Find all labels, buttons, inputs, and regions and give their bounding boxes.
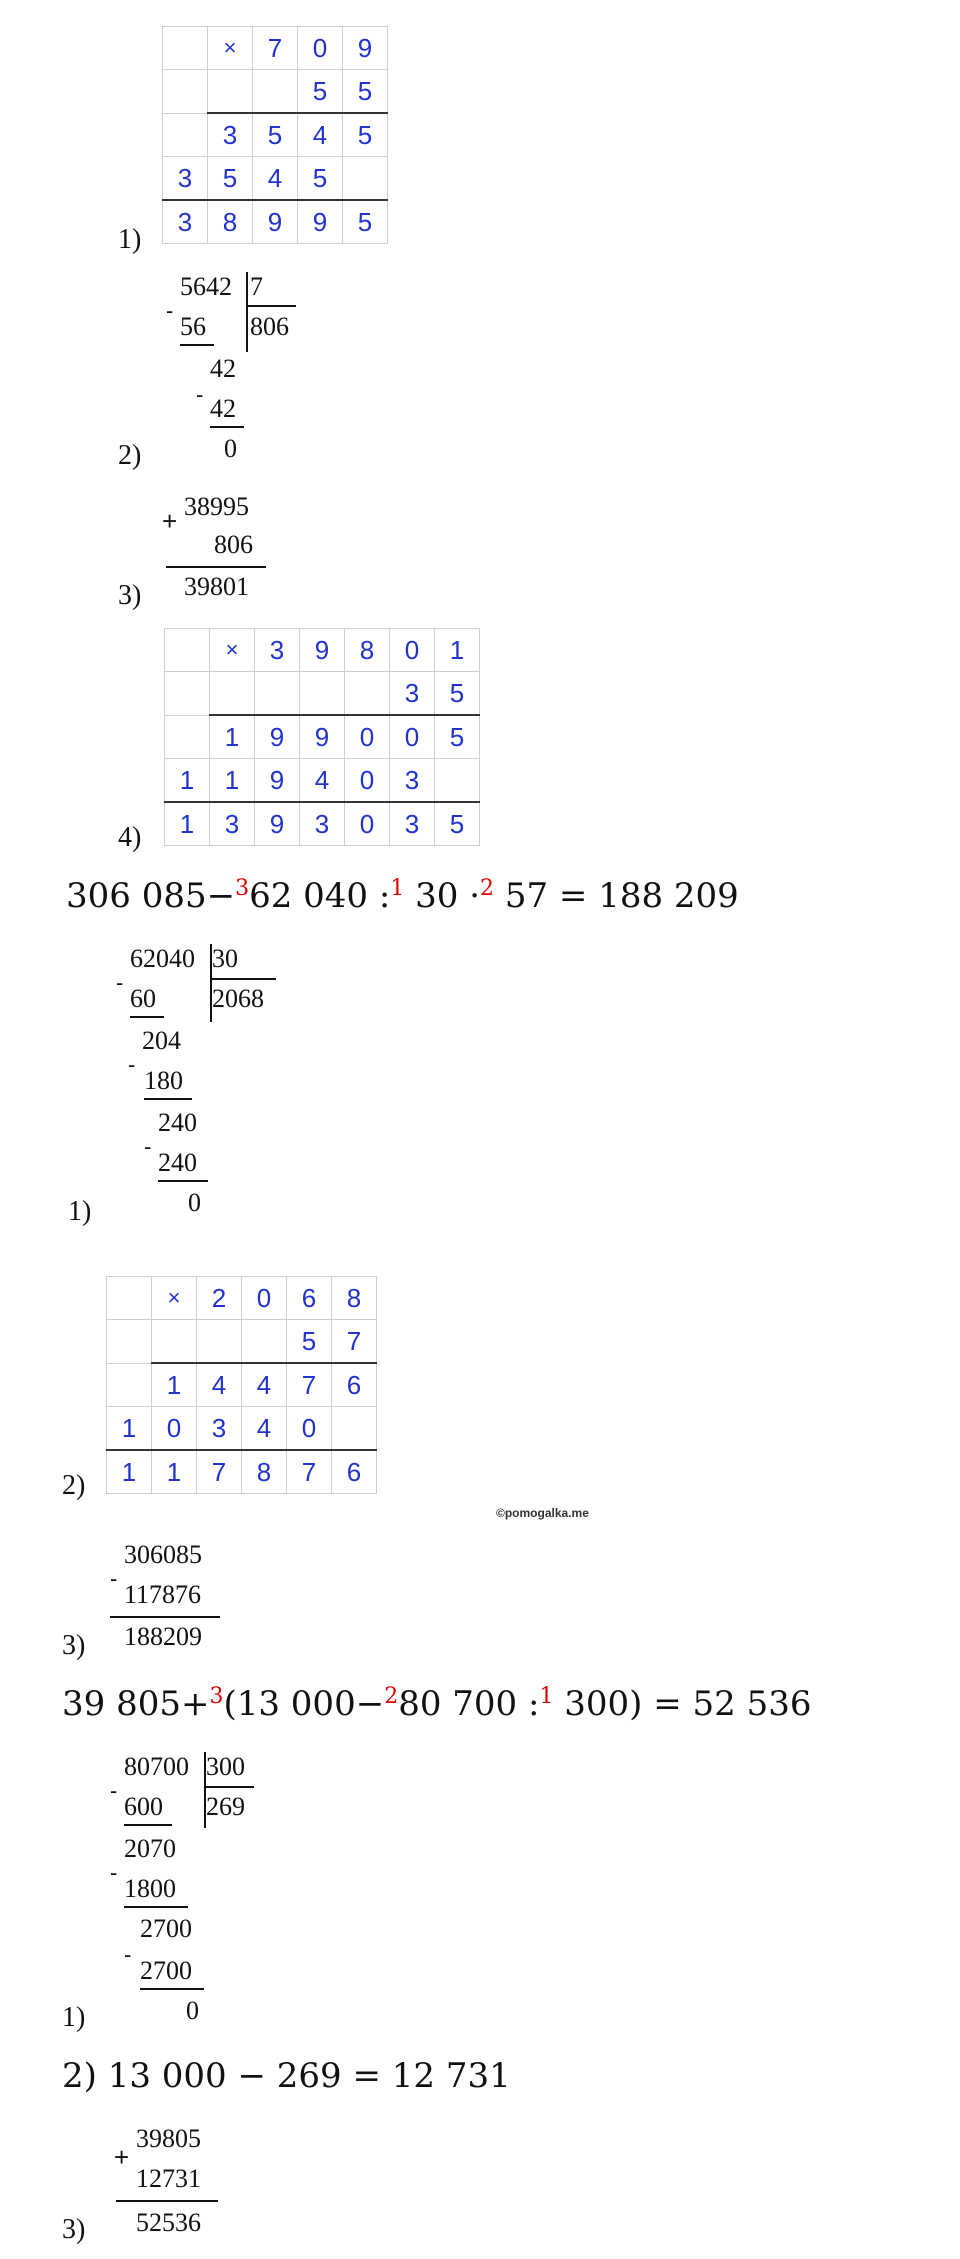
cell: 4 <box>242 1407 287 1451</box>
cell: 4 <box>253 157 298 201</box>
divisor: 300 <box>206 1752 245 1781</box>
addend: 12731 <box>136 2164 201 2193</box>
cell: 1 <box>152 1450 197 1494</box>
cell <box>163 113 208 157</box>
cell: 5 <box>253 113 298 157</box>
difference: 188209 <box>124 1622 202 1651</box>
sum: 39801 <box>184 572 249 601</box>
cell: 8 <box>332 1277 377 1320</box>
step-label: 4) <box>118 822 142 853</box>
division-remainder: 0 <box>224 434 237 463</box>
cell <box>255 672 300 716</box>
cell: 5 <box>298 70 343 114</box>
cell: 6 <box>332 1450 377 1494</box>
cell <box>163 70 208 114</box>
cell: 5 <box>208 157 253 201</box>
division-remainder: 0 <box>186 1996 199 2025</box>
cell: 0 <box>298 27 343 70</box>
cell <box>197 1320 242 1364</box>
cell: 3 <box>208 113 253 157</box>
dividend: 80700 <box>124 1752 189 1781</box>
cell: 3 <box>163 200 208 244</box>
cell: 9 <box>300 629 345 672</box>
subtrahend: 117876 <box>124 1580 202 1609</box>
expression-3 <box>62 1684 811 1729</box>
cell: 0 <box>152 1407 197 1451</box>
expr-part: 39 805+ <box>62 1684 210 1724</box>
cell: 7 <box>287 1363 332 1407</box>
cell: 7 <box>197 1450 242 1494</box>
times-sign: × <box>208 27 253 70</box>
multiplication-grid-2 <box>106 1276 377 1494</box>
cell: 2 <box>197 1277 242 1320</box>
cell: 0 <box>242 1277 287 1320</box>
cell <box>163 27 208 70</box>
cell: 3 <box>300 802 345 846</box>
expr-part: 30 · <box>404 876 481 916</box>
cell: 8 <box>345 629 390 672</box>
cell <box>210 672 255 716</box>
cell: 1 <box>210 759 255 803</box>
cell: 1 <box>210 715 255 759</box>
order-mark: 2 <box>480 876 495 901</box>
cell <box>107 1363 152 1407</box>
step-label: 2) <box>62 1470 86 1501</box>
cell: 0 <box>345 759 390 803</box>
cell: 5 <box>287 1320 332 1364</box>
cell: 0 <box>287 1407 332 1451</box>
dividend: 5642 <box>180 272 232 301</box>
division-step: 204 <box>142 1026 181 1055</box>
step-label: 3) <box>62 2214 86 2245</box>
order-mark: 1 <box>539 1684 554 1709</box>
cell <box>435 759 480 803</box>
step-label: 3) <box>118 580 142 611</box>
division-step: 2070 <box>124 1834 176 1863</box>
cell: 8 <box>242 1450 287 1494</box>
cell <box>253 70 298 114</box>
division-step: 42 <box>210 354 236 383</box>
cell: 5 <box>343 200 388 244</box>
cell: 3 <box>390 759 435 803</box>
order-mark: 3 <box>209 1684 224 1709</box>
cell: 8 <box>208 200 253 244</box>
minuend: 306085 <box>124 1540 202 1569</box>
cell: 9 <box>253 200 298 244</box>
cell <box>165 672 210 716</box>
step-label: 2) <box>118 440 142 471</box>
cell <box>343 157 388 201</box>
step-label: 1) <box>118 224 142 255</box>
multiplication-grid-1 <box>162 26 388 244</box>
division-step: 1800 <box>124 1874 176 1903</box>
cell: 4 <box>197 1363 242 1407</box>
cell: 9 <box>255 759 300 803</box>
cell: 5 <box>435 802 480 846</box>
times-sign: × <box>210 629 255 672</box>
cell: 0 <box>390 629 435 672</box>
cell: 3 <box>390 802 435 846</box>
cell: 9 <box>343 27 388 70</box>
cell <box>107 1277 152 1320</box>
cell <box>332 1407 377 1451</box>
cell: 1 <box>107 1407 152 1451</box>
cell: 7 <box>287 1450 332 1494</box>
cell: 3 <box>255 629 300 672</box>
cell: 6 <box>332 1363 377 1407</box>
division-step: 2700 <box>140 1956 192 1985</box>
cell: 0 <box>345 715 390 759</box>
cell: 5 <box>435 715 480 759</box>
cell <box>208 70 253 114</box>
addend: 38995 <box>184 492 249 521</box>
cell: 5 <box>343 113 388 157</box>
cell: 1 <box>165 759 210 803</box>
minus-sign: - <box>110 1566 118 1591</box>
cell: 9 <box>255 715 300 759</box>
cell: 0 <box>345 802 390 846</box>
division-step: 600 <box>124 1792 163 1821</box>
cell: 3 <box>210 802 255 846</box>
order-mark: 2 <box>384 1684 399 1709</box>
division-step: 56 <box>180 312 206 341</box>
cell: 4 <box>298 113 343 157</box>
addend: 39805 <box>136 2124 201 2153</box>
division-step: 240 <box>158 1108 197 1137</box>
divisor: 7 <box>250 272 263 301</box>
cell: 1 <box>435 629 480 672</box>
expression-2 <box>66 876 739 921</box>
addend: 806 <box>214 530 253 559</box>
cell: 9 <box>300 715 345 759</box>
plus-sign: + <box>114 2142 130 2172</box>
times-sign: × <box>152 1277 197 1320</box>
cell <box>152 1320 197 1364</box>
divisor: 30 <box>212 944 238 973</box>
division-step: 60 <box>130 984 156 1013</box>
cell: 9 <box>255 802 300 846</box>
division-step: 2700 <box>140 1914 192 1943</box>
division-step: 42 <box>210 394 236 423</box>
plus-sign: + <box>162 506 178 536</box>
multiplication-grid-4 <box>164 628 480 846</box>
cell: 7 <box>253 27 298 70</box>
quotient: 806 <box>250 312 289 341</box>
cell: 1 <box>107 1450 152 1494</box>
cell <box>345 672 390 716</box>
cell <box>107 1320 152 1364</box>
expr-part: (13 000− <box>223 1684 385 1724</box>
expr-part: 57 = 188 209 <box>494 876 739 916</box>
calculation-line-2: 2) 13 000 − 269 = 12 731 <box>62 2056 511 2096</box>
cell: 6 <box>287 1277 332 1320</box>
cell: 3 <box>163 157 208 201</box>
cell: 9 <box>298 200 343 244</box>
cell: 5 <box>435 672 480 716</box>
expr-part: 306 085− <box>66 876 236 916</box>
step-label: 1) <box>68 1196 92 1227</box>
order-mark: 1 <box>390 876 405 901</box>
division-step: 240 <box>158 1148 197 1177</box>
cell <box>165 715 210 759</box>
cell <box>242 1320 287 1364</box>
expr-part: 80 700 : <box>398 1684 540 1724</box>
cell: 7 <box>332 1320 377 1364</box>
expr-part: 62 040 : <box>249 876 391 916</box>
cell: 1 <box>152 1363 197 1407</box>
cell: 4 <box>242 1363 287 1407</box>
cell: 5 <box>343 70 388 114</box>
cell: 4 <box>300 759 345 803</box>
order-mark: 3 <box>235 876 250 901</box>
division-remainder: 0 <box>188 1188 201 1217</box>
step-label: 1) <box>62 2002 86 2033</box>
expr-part: 300) = 52 536 <box>553 1684 812 1724</box>
division-step: 180 <box>144 1066 183 1095</box>
cell <box>165 629 210 672</box>
watermark: ©pomogalka.me <box>496 1506 589 1520</box>
sum: 52536 <box>136 2208 201 2237</box>
cell: 3 <box>197 1407 242 1451</box>
cell: 1 <box>165 802 210 846</box>
cell: 3 <box>390 672 435 716</box>
quotient: 269 <box>206 1792 245 1821</box>
cell: 0 <box>390 715 435 759</box>
cell <box>300 672 345 716</box>
quotient: 2068 <box>212 984 264 1013</box>
dividend: 62040 <box>130 944 195 973</box>
cell: 5 <box>298 157 343 201</box>
step-label: 3) <box>62 1630 86 1661</box>
